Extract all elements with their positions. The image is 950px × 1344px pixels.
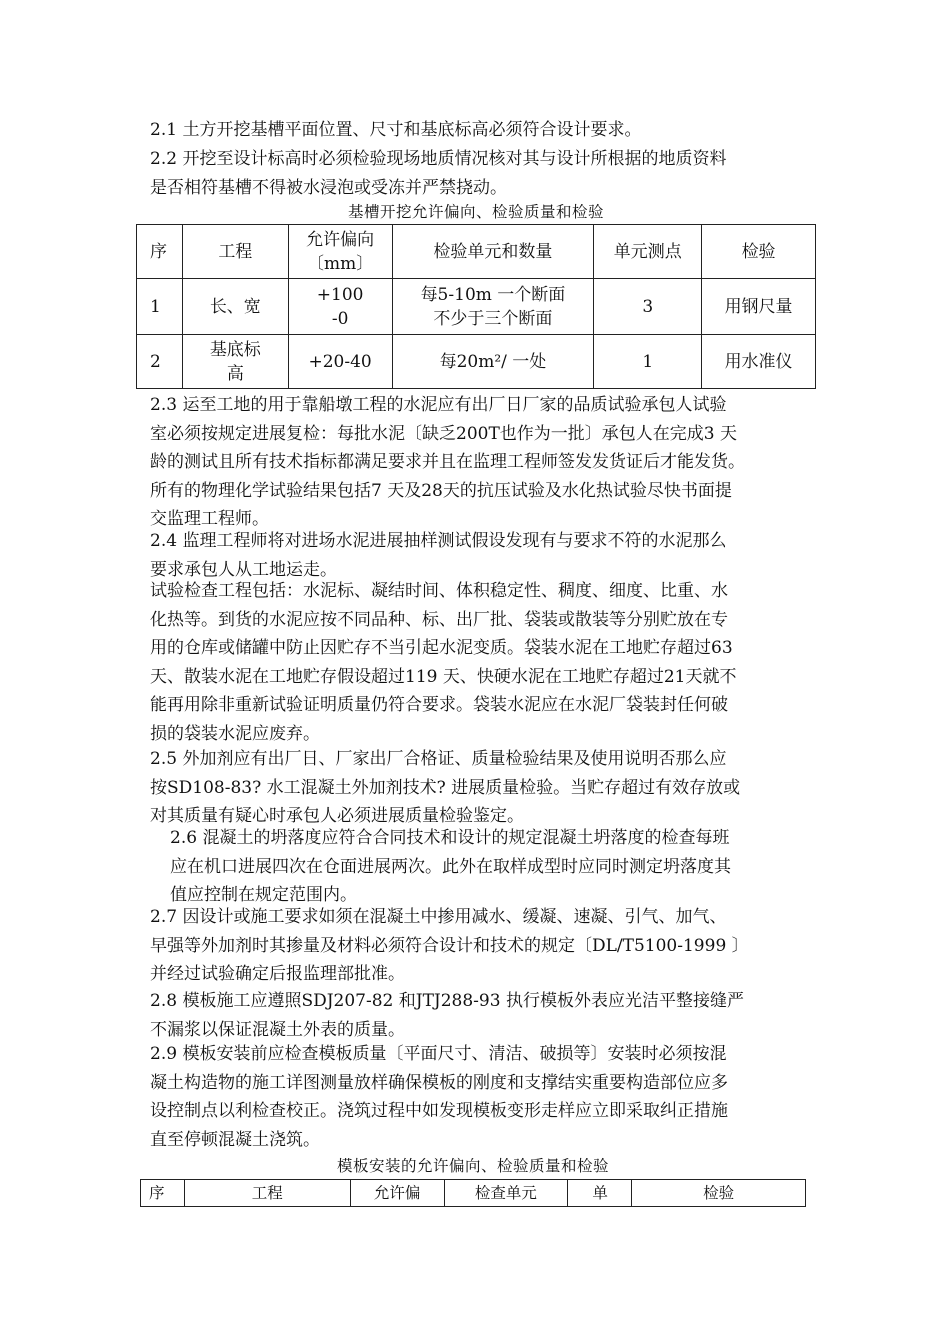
text-line: 早强等外加剂时其掺量及材料必须符合设计和技术的规定〔DL/T5100-1999 〕 xyxy=(150,935,749,956)
header-cell: 序 xyxy=(141,1180,185,1207)
cell-text-line: 3 xyxy=(642,296,654,317)
table-formwork-tolerance xyxy=(140,1179,806,1207)
cell-text-line: 检验 xyxy=(741,241,776,262)
text-line: 天、散装水泥在工地贮存假设超过119 天、快硬水泥在工地贮存超过21天就不 xyxy=(150,666,737,687)
text-line: 2.9 模板安装前应检查模板质量〔平面尺寸、清洁、破损等〕安装时必须按混 xyxy=(150,1044,727,1064)
text-line: 2.5 外加剂应有出厂日、厂家出厂合格证、质量检验结果及使用说明否那么应 xyxy=(150,749,727,769)
table-cell xyxy=(702,335,816,389)
text-line: 2.1 土方开挖基槽平面位置、尺寸和基底标高必须符合设计要求。 xyxy=(150,120,642,140)
header-cell: 工程 xyxy=(184,1180,350,1207)
table-cell xyxy=(594,335,702,389)
cell-text-line: 允许偏向 xyxy=(306,229,375,250)
cell-text-line: 每5-10m 一个断面 xyxy=(420,284,566,305)
header-cell xyxy=(137,225,183,279)
para-2-1 xyxy=(150,116,810,145)
text-line: 室必须按规定进展复检：每批水泥〔缺乏200T也作为一批〕承包人在完成3 天 xyxy=(150,423,738,444)
cell-text-line: +20-40 xyxy=(308,351,372,372)
text-line: 要求承包人从工地运走。 xyxy=(150,559,337,580)
para-2-7 xyxy=(150,903,810,989)
text-line: 并经过试验确定后报监理部批准。 xyxy=(150,964,405,984)
text-line: 损的袋装水泥应废弃。 xyxy=(150,723,320,744)
cell-text-line: 检验单元和数量 xyxy=(433,241,553,262)
table-header-row xyxy=(137,225,816,279)
cell-text-line: 1 xyxy=(642,351,654,372)
text-line: 应在机口进展四次在仓面进展两次。此外在取样成型时应同时测定坍落度其 xyxy=(170,856,731,877)
table-cell xyxy=(137,335,183,389)
cell-text-line: 工程 xyxy=(218,241,253,262)
para-2-9 xyxy=(150,1040,810,1154)
text-line: 化热等。到货的水泥应按不同品种、标、出厂批、袋装或散装等分别贮放在专 xyxy=(150,609,728,630)
para-2-4 xyxy=(150,527,810,584)
text-line: 用的仓库或储罐中防止因贮存不当引起水泥变质。袋装水泥在工地贮存超过63 xyxy=(150,638,733,658)
table-row xyxy=(137,279,816,335)
header-cell xyxy=(594,225,702,279)
cell-text-line: 每20m²/ 一处 xyxy=(439,351,547,372)
table1-caption: 基槽开挖允许偏向、检验质量和检验 xyxy=(347,203,604,221)
table-trench-tolerance xyxy=(136,224,816,389)
table-cell xyxy=(182,335,288,389)
table-cell xyxy=(392,335,594,389)
header-cell xyxy=(288,225,392,279)
cell-text-line: 2 xyxy=(150,351,161,372)
text-line: 凝土构造物的施工详图测量放样确保模板的刚度和支撑结实重要构造部位应多 xyxy=(150,1072,728,1093)
header-cell: 检验 xyxy=(632,1180,806,1207)
para-2-5 xyxy=(150,745,810,831)
text-line: 2.4 监理工程师将对进场水泥进展抽样测试假设发现有与要求不符的水泥那么 xyxy=(150,531,727,551)
text-line: 2.2 开挖至设计标高时必须检验现场地质情况核对其与设计所根据的地质资料 xyxy=(150,149,727,169)
cell-text-line: +100 xyxy=(316,284,364,305)
text-line: 龄的测试且所有技术指标都满足要求并且在监理工程师签发发货证后才能发货。 xyxy=(150,452,745,472)
cell-text-line: 1 xyxy=(150,296,161,317)
cell-text-line: 序 xyxy=(150,241,167,262)
header-cell xyxy=(702,225,816,279)
para-2-6 xyxy=(170,824,810,910)
table-row xyxy=(137,335,816,389)
header-cell xyxy=(182,225,288,279)
text-line: 直至停顿混凝土浇筑。 xyxy=(150,1129,320,1150)
text-line: 值应控制在规定范围内。 xyxy=(170,885,357,905)
header-cell: 允许偏 xyxy=(350,1180,444,1207)
text-line: 2.7 因设计或施工要求如须在混凝土中掺用减水、缓凝、速凝、引气、加气、 xyxy=(150,907,727,927)
text-line: 设控制点以利检查校正。浇筑过程中如发现模板变形走样应立即采取纠正措施 xyxy=(150,1101,728,1121)
text-line: 交监理工程师。 xyxy=(150,509,269,529)
header-cell: 检查单元 xyxy=(444,1180,568,1207)
cell-text-line: 用水准仪 xyxy=(724,351,793,372)
text-line: 2.3 运至工地的用于靠船墩工程的水泥应有出厂日厂家的品质试验承包人试验 xyxy=(150,395,727,415)
table-header-row xyxy=(141,1180,806,1207)
text-line: 按SD108-83? 水工混凝土外加剂技术? 进展质量检验。当贮存超过有效存放或 xyxy=(150,777,741,798)
text-line: 2.8 模板施工应遵照SDJ207-82 和JTJ288-93 执行模板外表应光洁平整接缝严 xyxy=(150,991,744,1011)
table2-caption: 模板安装的允许偏向、检验质量和检验 xyxy=(336,1157,609,1175)
table-cell xyxy=(702,279,816,335)
table-cell xyxy=(137,279,183,335)
para-2-8 xyxy=(150,987,810,1044)
cell-text-line: 长、宽 xyxy=(209,296,261,317)
text-line: 试验检查工程包括：水泥标、凝结时间、体积稳定性、稠度、细度、比重、水 xyxy=(150,581,728,601)
table-cell xyxy=(392,279,594,335)
header-cell: 单 xyxy=(568,1180,632,1207)
text-line: 是否相符基槽不得被水浸泡或受冻并严禁挠动。 xyxy=(150,177,507,198)
cell-text-line: 单元测点 xyxy=(613,241,682,262)
cell-text-line: 用钢尺量 xyxy=(724,296,793,317)
para-2-3 xyxy=(150,391,810,534)
cell-text-line: 高 xyxy=(226,363,244,384)
cell-text-line: 不少于三个断面 xyxy=(433,308,553,329)
cell-text-line: 基底标 xyxy=(209,339,261,360)
text-line: 所有的物理化学试验结果包括7 天及28天的抗压试验及水化热试验尽快书面提 xyxy=(150,480,732,501)
text-line: 2.6 混凝土的坍落度应符合合同技术和设计的规定混凝土坍落度的检查每班 xyxy=(170,828,730,848)
cell-text-line: 〔mm〕 xyxy=(307,253,374,274)
table-cell xyxy=(182,279,288,335)
para-test-items xyxy=(150,577,810,748)
table-cell xyxy=(288,335,392,389)
para-2-2 xyxy=(150,145,810,202)
text-line: 对其质量有疑心时承包人必须进展质量检验鉴定。 xyxy=(150,806,524,826)
text-line: 不漏浆以保证混凝土外表的质量。 xyxy=(150,1019,405,1040)
text-line: 能再用除非重新试验证明质量仍符合要求。袋装水泥应在水泥厂袋装封任何破 xyxy=(150,695,728,715)
table-cell xyxy=(288,279,392,335)
cell-text-line: -0 xyxy=(331,308,349,329)
header-cell xyxy=(392,225,594,279)
table-cell xyxy=(594,279,702,335)
